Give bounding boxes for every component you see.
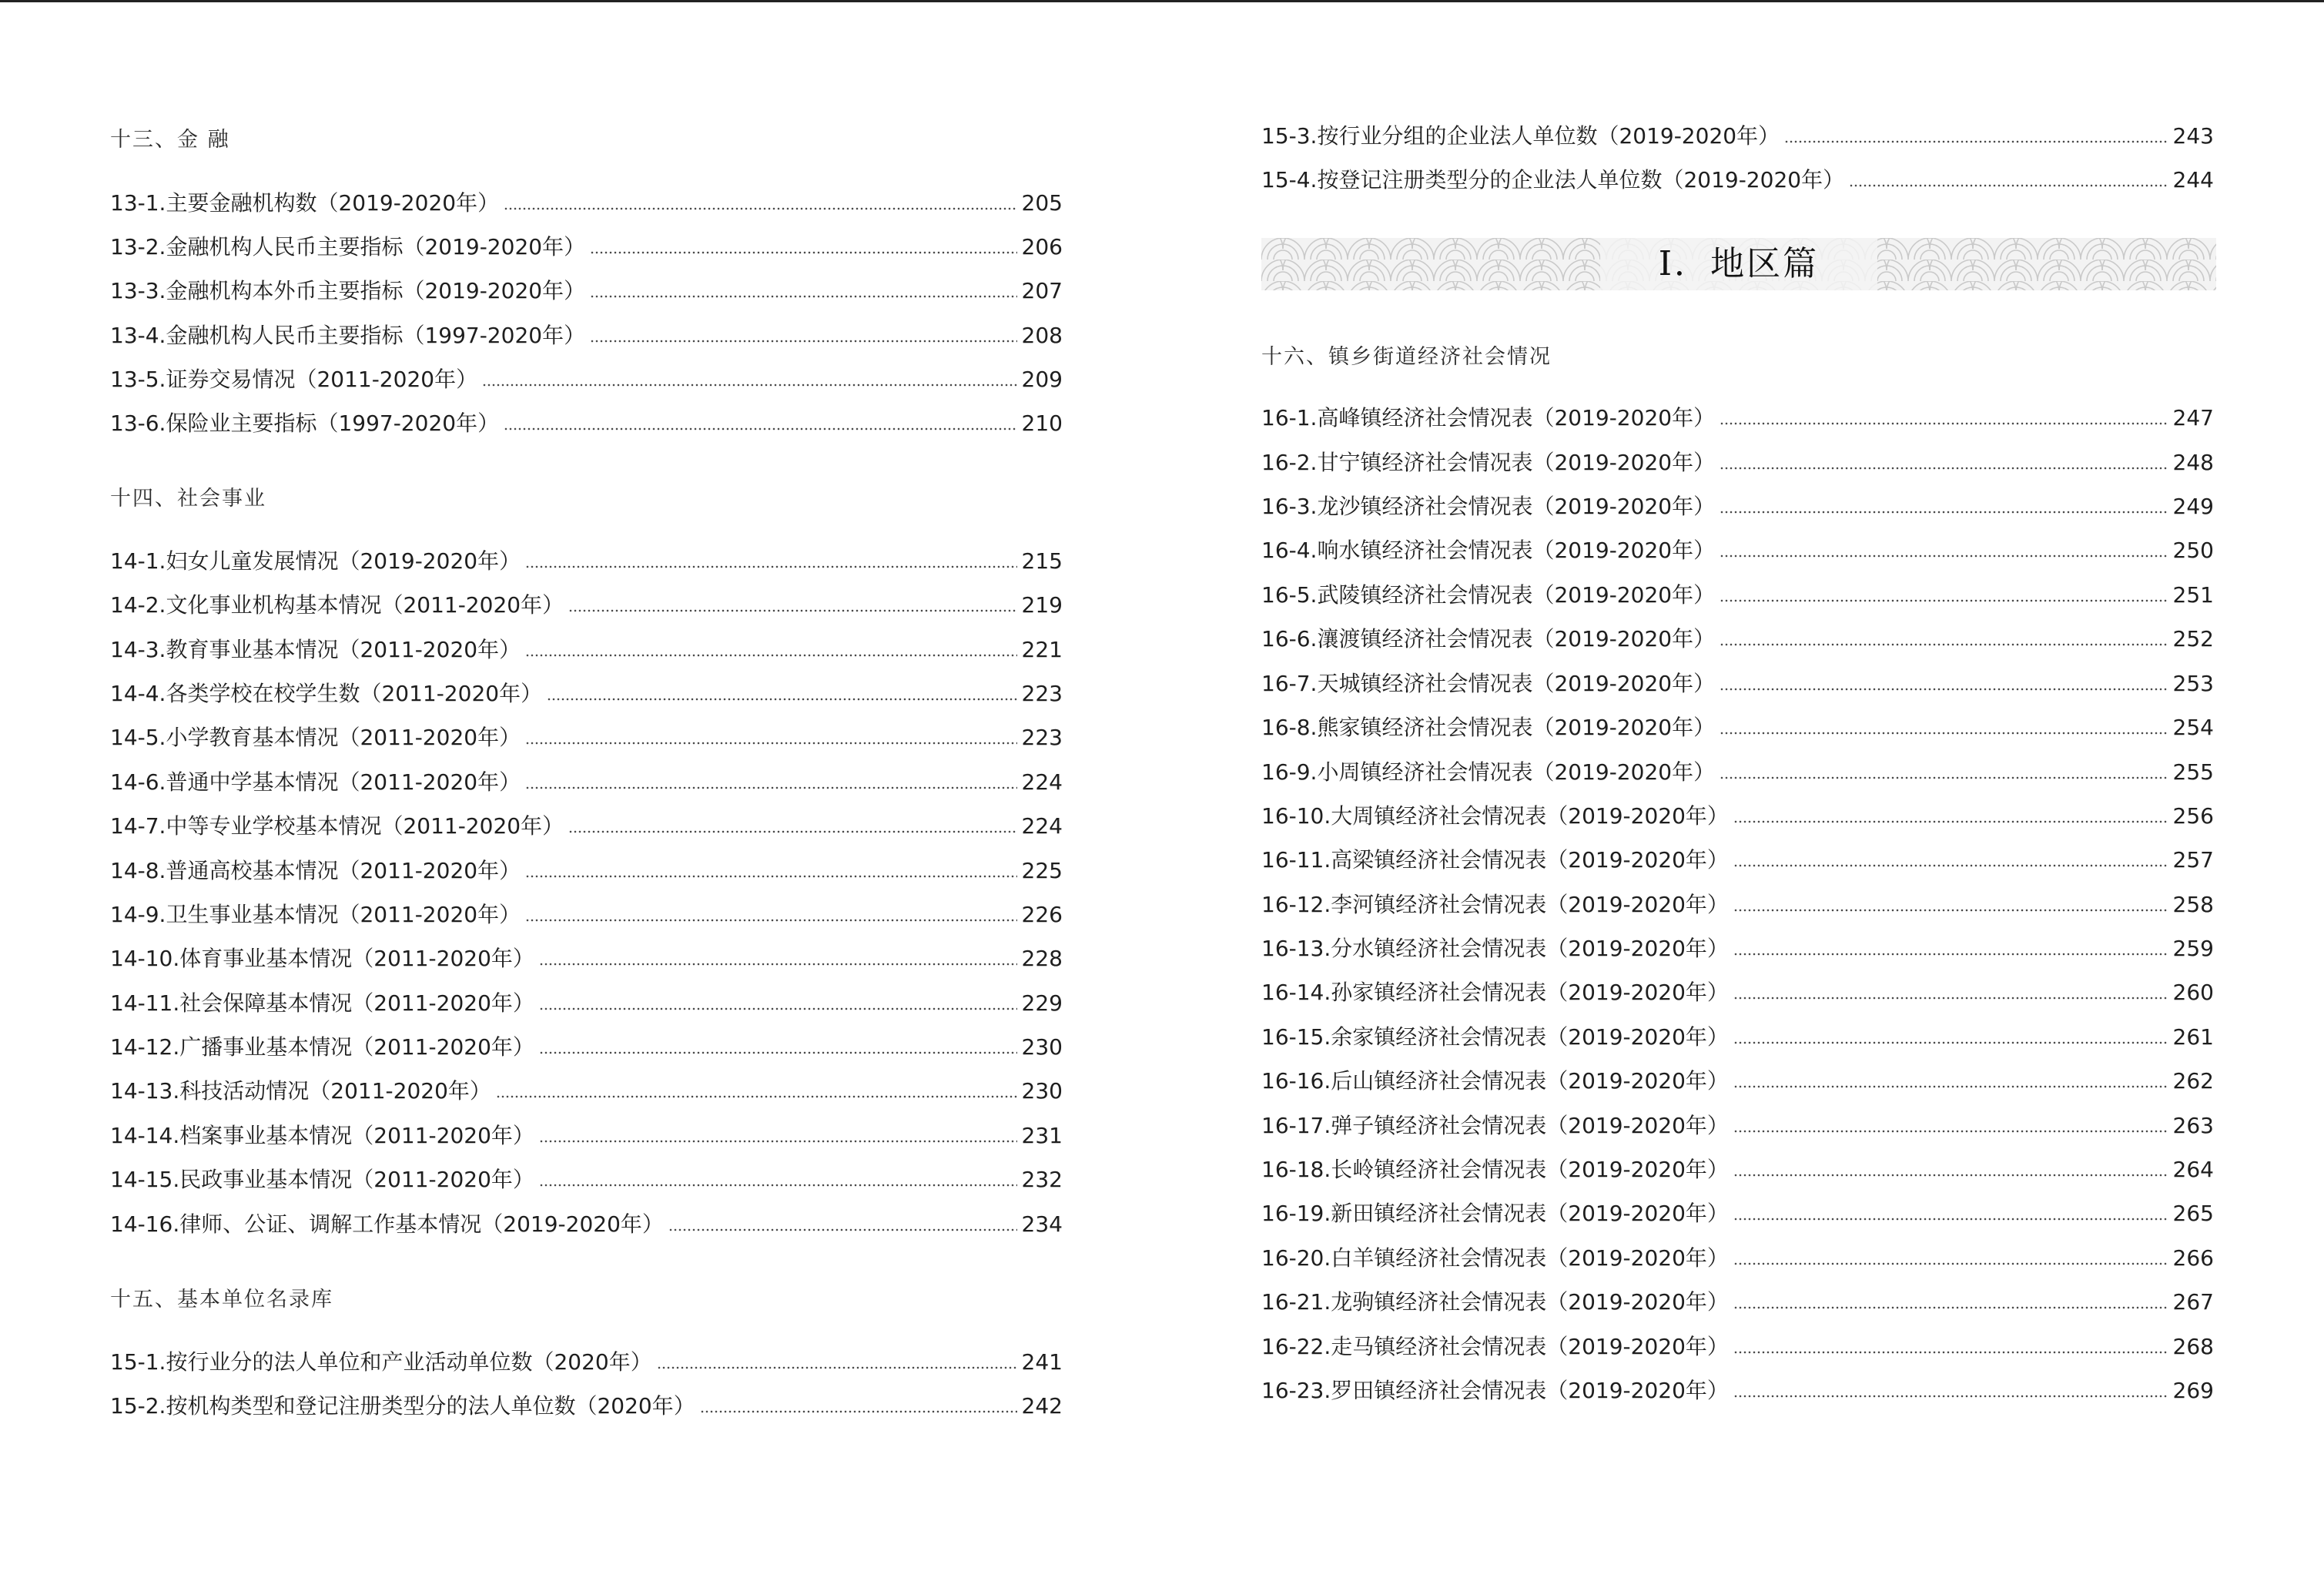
toc-entry-page: 253 — [2172, 671, 2214, 696]
toc-entry-page: 205 — [1021, 190, 1063, 216]
toc-entry-page: 268 — [2172, 1334, 2214, 1359]
toc-entry[interactable] — [1261, 449, 2214, 477]
toc-entry-label: 15-4.按登记注册类型分的企业法人单位数（2019-2020年） — [1261, 167, 1845, 193]
toc-entry[interactable] — [110, 548, 1063, 575]
toc-entry-label: 16-17.弹子镇经济社会情况表（2019-2020年） — [1261, 1113, 1729, 1138]
toc-entry-label: 13-3.金融机构本外币主要指标（2019-2020年） — [110, 278, 586, 303]
toc-entry[interactable] — [1261, 1067, 2214, 1095]
toc-entry-page: 256 — [2172, 803, 2214, 829]
dot-leader — [1733, 1085, 2168, 1088]
toc-entry[interactable] — [1261, 404, 2214, 432]
toc-entry[interactable] — [1261, 1023, 2214, 1051]
toc-entry-label: 16-9.小周镇经济社会情况表（2019-2020年） — [1261, 759, 1716, 785]
dot-leader — [539, 1140, 1017, 1143]
toc-entry[interactable] — [1261, 581, 2214, 609]
toc-entry-page: 230 — [1021, 1078, 1063, 1104]
toc-entry-page: 262 — [2172, 1068, 2214, 1094]
dot-leader — [1733, 1395, 2168, 1398]
dot-leader — [525, 654, 1016, 657]
dot-leader — [539, 1051, 1017, 1054]
toc-entry[interactable] — [110, 410, 1063, 437]
toc-entry-page: 252 — [2172, 626, 2214, 652]
toc-entry-label: 15-1.按行业分的法人单位和产业活动单位数（2020年） — [110, 1349, 652, 1375]
toc-entry[interactable] — [110, 901, 1063, 929]
dot-leader — [504, 207, 1016, 210]
toc-entry[interactable] — [110, 1034, 1063, 1061]
toc-entry-page: 258 — [2172, 892, 2214, 917]
dot-leader — [1784, 140, 2168, 143]
toc-entry[interactable] — [1261, 891, 2214, 919]
toc-entry-page: 228 — [1021, 946, 1063, 971]
dot-leader — [1720, 554, 2168, 558]
toc-entry-page: 225 — [1021, 858, 1063, 883]
dot-leader — [657, 1366, 1017, 1369]
toc-entry-label: 14-9.卫生事业基本情况（2011-2020年） — [110, 902, 521, 927]
toc-entry-page: 261 — [2172, 1024, 2214, 1050]
toc-entry-label: 16-23.罗田镇经济社会情况表（2019-2020年） — [1261, 1378, 1729, 1403]
dot-leader — [496, 1095, 1017, 1098]
toc-entry-label: 14-11.社会保障基本情况（2011-2020年） — [110, 990, 534, 1016]
toc-entry[interactable] — [110, 1122, 1063, 1150]
toc-entry-page: 226 — [1021, 902, 1063, 927]
toc-entry-label: 14-16.律师、公证、调解工作基本情况（2019-2020年） — [110, 1211, 664, 1237]
toc-entry[interactable] — [1261, 1200, 2214, 1228]
toc-entry[interactable] — [1261, 493, 2214, 521]
toc-entry-page: 255 — [2172, 759, 2214, 785]
part-title: Ⅰ．地区篇 — [1658, 244, 1820, 283]
toc-entry[interactable] — [110, 322, 1063, 350]
toc-entry[interactable] — [1261, 846, 2214, 874]
toc-entry[interactable] — [1261, 1245, 2214, 1272]
toc-entry[interactable] — [1261, 1377, 2214, 1405]
toc-entry-label: 16-21.龙驹镇经济社会情况表（2019-2020年） — [1261, 1289, 1729, 1315]
dot-leader — [525, 742, 1016, 745]
toc-entry[interactable] — [1261, 122, 2214, 150]
toc-entry-page: 250 — [2172, 538, 2214, 563]
toc-entry-page: 209 — [1021, 367, 1063, 392]
toc-entry-page: 264 — [2172, 1157, 2214, 1182]
toc-entry-label: 16-2.甘宁镇经济社会情况表（2019-2020年） — [1261, 450, 1716, 475]
dot-leader — [568, 830, 1016, 833]
toc-entry[interactable] — [110, 990, 1063, 1017]
dot-leader — [590, 251, 1016, 254]
toc-entry-label: 14-8.普通高校基本情况（2011-2020年） — [110, 858, 521, 883]
dot-leader — [1720, 688, 2168, 691]
toc-entry-label: 16-4.响水镇经济社会情况表（2019-2020年） — [1261, 538, 1716, 563]
toc-entry[interactable] — [110, 1077, 1063, 1105]
dot-leader — [1733, 1262, 2168, 1265]
toc-entry[interactable] — [110, 591, 1063, 619]
toc-entry-label: 14-13.科技活动情况（2011-2020年） — [110, 1078, 491, 1104]
toc-entry-page: 251 — [2172, 582, 2214, 608]
toc-entry[interactable] — [110, 945, 1063, 973]
toc-entry-page: 266 — [2172, 1245, 2214, 1271]
toc-entry[interactable] — [1261, 935, 2214, 963]
dot-leader — [1733, 1174, 2168, 1177]
section-title-townships: 十六、镇乡街道经济社会情况 — [1261, 345, 1552, 369]
dot-leader — [525, 565, 1016, 568]
toc-entry-label: 13-1.主要金融机构数（2019-2020年） — [110, 190, 500, 216]
dot-leader — [1733, 864, 2168, 867]
toc-entry[interactable] — [110, 233, 1063, 261]
toc-entry[interactable] — [110, 857, 1063, 885]
dot-leader — [1720, 776, 2168, 779]
toc-entry-label: 13-2.金融机构人民币主要指标（2019-2020年） — [110, 234, 586, 260]
toc-entry-label: 16-15.余家镇经济社会情况表（2019-2020年） — [1261, 1024, 1729, 1050]
toc-entry-page: 247 — [2172, 405, 2214, 431]
toc-entry-label: 16-16.后山镇经济社会情况表（2019-2020年） — [1261, 1068, 1729, 1094]
top-border-rule — [0, 0, 2324, 2]
toc-entry-label: 14-2.文化事业机构基本情况（2011-2020年） — [110, 592, 564, 618]
dot-leader — [1720, 732, 2168, 735]
toc-entry-label: 16-22.走马镇经济社会情况表（2019-2020年） — [1261, 1334, 1729, 1359]
toc-entry-page: 244 — [2172, 167, 2214, 193]
toc-entry[interactable] — [1261, 537, 2214, 565]
toc-entry-page: 230 — [1021, 1034, 1063, 1060]
toc-entry-label: 16-20.白羊镇经济社会情况表（2019-2020年） — [1261, 1245, 1729, 1271]
dot-leader — [482, 384, 1016, 387]
toc-entry[interactable] — [1261, 1156, 2214, 1184]
toc-entry-label: 14-6.普通中学基本情况（2011-2020年） — [110, 769, 521, 795]
dot-leader — [1733, 1218, 2168, 1221]
toc-entry[interactable] — [1261, 625, 2214, 653]
toc-entry-label: 13-6.保险业主要指标（1997-2020年） — [110, 410, 500, 436]
toc-entry[interactable] — [1261, 714, 2214, 742]
dot-leader — [1733, 1130, 2168, 1133]
dot-leader — [1733, 1306, 2168, 1309]
toc-entry-page: 231 — [1021, 1123, 1063, 1148]
toc-entry-page: 249 — [2172, 494, 2214, 519]
dot-leader — [539, 1007, 1017, 1010]
toc-entry-page: 208 — [1021, 323, 1063, 348]
toc-entry-label: 16-6.瀼渡镇经济社会情况表（2019-2020年） — [1261, 626, 1716, 652]
toc-entry-label: 14-12.广播事业基本情况（2011-2020年） — [110, 1034, 534, 1060]
toc-entry[interactable] — [110, 366, 1063, 394]
toc-entry-page: 210 — [1021, 410, 1063, 436]
toc-entry-page: 242 — [1021, 1393, 1063, 1419]
toc-entry-page: 232 — [1021, 1167, 1063, 1192]
toc-entry[interactable] — [1261, 1288, 2214, 1316]
toc-entry-label: 14-4.各类学校在校学生数（2011-2020年） — [110, 681, 543, 706]
toc-entry-label: 16-14.孙家镇经济社会情况表（2019-2020年） — [1261, 980, 1729, 1005]
dot-leader — [1720, 467, 2168, 470]
toc-entry-label: 16-18.长岭镇经济社会情况表（2019-2020年） — [1261, 1157, 1729, 1182]
toc-entry-label: 14-15.民政事业基本情况（2011-2020年） — [110, 1167, 534, 1192]
toc-entry-page: 267 — [2172, 1289, 2214, 1315]
toc-entry[interactable] — [1261, 166, 2214, 194]
toc-entry-label: 16-7.天城镇经济社会情况表（2019-2020年） — [1261, 671, 1716, 696]
toc-entry-label: 13-4.金融机构人民币主要指标（1997-2020年） — [110, 323, 586, 348]
dot-leader — [700, 1410, 1017, 1413]
toc-entry-page: 254 — [2172, 715, 2214, 740]
dot-leader — [1720, 422, 2168, 425]
toc-entry-label: 16-13.分水镇经济社会情况表（2019-2020年） — [1261, 936, 1729, 961]
toc-entry-page: 234 — [1021, 1211, 1063, 1237]
toc-entry[interactable] — [110, 769, 1063, 796]
dot-leader — [525, 919, 1016, 922]
toc-entry-label: 16-3.龙沙镇经济社会情况表（2019-2020年） — [1261, 494, 1716, 519]
toc-entry-label: 14-3.教育事业基本情况（2011-2020年） — [110, 637, 521, 662]
toc-entry-label: 16-12.李河镇经济社会情况表（2019-2020年） — [1261, 892, 1729, 917]
dot-leader — [590, 295, 1016, 298]
toc-entry-label: 14-10.体育事业基本情况（2011-2020年） — [110, 946, 534, 971]
dot-leader — [525, 786, 1016, 789]
toc-entry-page: 229 — [1021, 990, 1063, 1016]
dot-leader — [1733, 953, 2168, 956]
dot-leader — [1733, 997, 2168, 1000]
toc-entry-page: 206 — [1021, 234, 1063, 260]
toc-entry-label: 16-8.熊家镇经济社会情况表（2019-2020年） — [1261, 715, 1716, 740]
dot-leader — [539, 1184, 1017, 1187]
toc-entry-page: 207 — [1021, 278, 1063, 303]
dot-leader — [590, 340, 1016, 343]
toc-entry[interactable] — [1261, 1112, 2214, 1140]
dot-leader — [1733, 909, 2168, 912]
toc-entry-page: 269 — [2172, 1378, 2214, 1403]
toc-entry-label: 14-7.中等专业学校基本情况（2011-2020年） — [110, 813, 564, 839]
toc-entry-page: 224 — [1021, 813, 1063, 839]
toc-entry[interactable] — [1261, 1333, 2214, 1361]
toc-entry-page: 263 — [2172, 1113, 2214, 1138]
dot-leader — [525, 875, 1016, 878]
toc-entry-page: 219 — [1021, 592, 1063, 618]
dot-leader — [1733, 1041, 2168, 1044]
section-title-social-affairs: 十四、社会事业 — [110, 487, 266, 511]
dot-leader — [1720, 643, 2168, 646]
toc-entry[interactable] — [110, 680, 1063, 708]
toc-entry[interactable] — [110, 1348, 1063, 1376]
toc-entry-page: 243 — [2172, 123, 2214, 149]
toc-entry[interactable] — [110, 189, 1063, 217]
section-title-basic-unit-directory: 十五、基本单位名录库 — [110, 1288, 333, 1312]
toc-entry[interactable] — [110, 1211, 1063, 1238]
toc-entry-page: 260 — [2172, 980, 2214, 1005]
dot-leader — [547, 698, 1016, 701]
toc-entry[interactable] — [1261, 979, 2214, 1007]
toc-entry-page: 215 — [1021, 548, 1063, 574]
toc-entry[interactable] — [110, 1392, 1063, 1420]
dot-leader — [1849, 184, 2168, 187]
toc-entry-page: 257 — [2172, 847, 2214, 873]
toc-entry[interactable] — [110, 724, 1063, 752]
dot-leader — [504, 427, 1016, 431]
toc-entry-label: 16-19.新田镇经济社会情况表（2019-2020年） — [1261, 1201, 1729, 1226]
toc-entry-label: 13-5.证券交易情况（2011-2020年） — [110, 367, 478, 392]
toc-entry-label: 16-11.高梁镇经济社会情况表（2019-2020年） — [1261, 847, 1729, 873]
toc-entry[interactable] — [110, 812, 1063, 840]
toc-entry-page: 221 — [1021, 637, 1063, 662]
toc-entry-label: 14-14.档案事业基本情况（2011-2020年） — [110, 1123, 534, 1148]
toc-entry[interactable] — [110, 1166, 1063, 1194]
toc-entry[interactable] — [1261, 759, 2214, 786]
toc-entry-label: 16-1.高峰镇经济社会情况表（2019-2020年） — [1261, 405, 1716, 431]
toc-entry-page: 223 — [1021, 681, 1063, 706]
dot-leader — [539, 963, 1017, 966]
toc-entry-label: 16-10.大周镇经济社会情况表（2019-2020年） — [1261, 803, 1729, 829]
toc-entry-label: 14-5.小学教育基本情况（2011-2020年） — [110, 725, 521, 750]
dot-leader — [1733, 820, 2168, 823]
dot-leader — [568, 609, 1016, 612]
toc-entry-page: 248 — [2172, 450, 2214, 475]
dot-leader — [1720, 511, 2168, 514]
toc-entry-page: 223 — [1021, 725, 1063, 750]
toc-entry-label: 15-2.按机构类型和登记注册类型分的法人单位数（2020年） — [110, 1393, 695, 1419]
toc-entry-label: 16-5.武陵镇经济社会情况表（2019-2020年） — [1261, 582, 1716, 608]
toc-entry-label: 15-3.按行业分组的企业法人单位数（2019-2020年） — [1261, 123, 1780, 149]
dot-leader — [1733, 1351, 2168, 1354]
toc-entry-page: 259 — [2172, 936, 2214, 961]
dot-leader — [1720, 599, 2168, 602]
toc-entry-page: 265 — [2172, 1201, 2214, 1226]
toc-entry[interactable] — [1261, 802, 2214, 830]
toc-entry-page: 241 — [1021, 1349, 1063, 1375]
toc-entry[interactable] — [110, 277, 1063, 305]
toc-entry-label: 14-1.妇女儿童发展情况（2019-2020年） — [110, 548, 521, 574]
section-title-finance: 十三、金 融 — [110, 128, 230, 152]
toc-entry[interactable] — [1261, 670, 2214, 698]
part-banner — [1261, 238, 2216, 290]
toc-entry[interactable] — [110, 636, 1063, 664]
dot-leader — [668, 1228, 1017, 1231]
toc-entry-page: 224 — [1021, 769, 1063, 795]
